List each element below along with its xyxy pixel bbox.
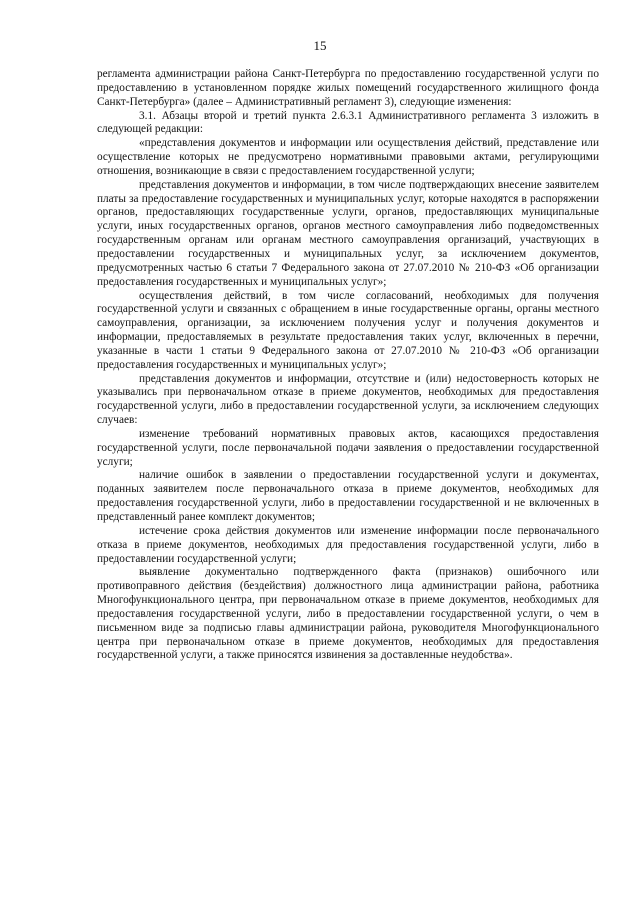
list-item-errors-in-application: наличие ошибок в заявлении о предоставлении государственной услуги и документах, поданных заявителем после первоначального отказа в приеме документов, необходимых для предоставления государственной услуги, либо в предоставлении государственной и не включенных в представленный ранее комплект документов;: [97, 469, 599, 523]
paragraph-documents-information: представления документов и информации, в том числе подтверждающих внесение заявителем платы за предоставление государственных и муниципальных услуг, которые находятся в распоряжении органов, предоставляющих государственные услуги, органов, предоставляющих муниципальные услуги, иных государственных органов, органов местного самоуправления либо подведомственных государственным органам или органам местного самоуправления организаций, участвующих в предоставлении государственных и муниципальных услуг, за исключением документов, предусмотренных частью 6 статьи 7 Федерального закона от 27.07.2010 № 210-ФЗ «Об организации предоставления государственных и муниципальных услуг»;: [97, 178, 599, 288]
paragraph-quote-start: «представления документов и информации или осуществления действий, представление или осуществление которых не предусмотрено нормативными правовыми актами, регулирующими отношения, возникающие в связи с предоставлением государственной услуги;: [97, 137, 599, 177]
paragraph-amendment-3-1: 3.1. Абзацы второй и третий пункта 2.6.3.1 Административного регламента 3 изложить в следующей редакции:: [97, 109, 599, 136]
paragraph-absence-unreliability: представления документов и информации, отсутствие и (или) недостоверность которых не указывались при первоначальном отказе в приеме документов, необходимых для предоставления государственной услуги, либо в предоставлении государственной услуги, за исключением следующих случаев:: [97, 372, 599, 427]
list-item-erroneous-action: выявление документально подтвержденного факта (признаков) ошибочного или противоправного действия (бездействия) должностного лица администрации района, работника Многофункционального центра, при первоначальном отказе в приеме документов, необходимых для предоставления государственной услуги, либо в предоставлении государственной услуги, о чем в письменном виде за подписью главы администрации района, руководителя Многофункционального центра при первоначальном отказе в приеме документов, необходимых для предоставления государственной услуги, а также приносятся извинения за доставленные неудобства».: [97, 566, 599, 662]
document-body: [97, 68, 599, 663]
page-number: 15: [313, 38, 327, 53]
list-item-expiry-of-documents: истечение срока действия документов или изменение информации после первоначального отказа в приеме документов, необходимых для предоставления государственной услуги, либо в предоставлении государственной услуги;: [97, 524, 599, 565]
paragraph-continuation: регламента администрации района Санкт-Петербурга по предоставлению государственной услуги по предоставлению в установленном порядке жилых помещений государственного жилищного фонда Санкт-Петербурга» (далее – Административный регламент 3), следующие изменения:: [97, 68, 599, 108]
paragraph-actions-approvals: осуществления действий, в том числе согласований, необходимых для получения государственной услуги и связанных с обращением в иные государственные органы, органы местного самоуправления, организации, за исключением получения услуг и получения документов и информации, предоставляемых в результате предоставления таких услуг, включенных в перечни, указанные в части 1 статьи 9 Федерального закона от 27.07.2010 № 210-ФЗ «Об организации предоставления государственных и муниципальных услуг»;: [97, 289, 599, 371]
list-item-requirements-change: изменение требований нормативных правовых актов, касающихся предоставления государственной услуги, после первоначальной подачи заявления о предоставлении государственной услуги;: [97, 427, 599, 468]
